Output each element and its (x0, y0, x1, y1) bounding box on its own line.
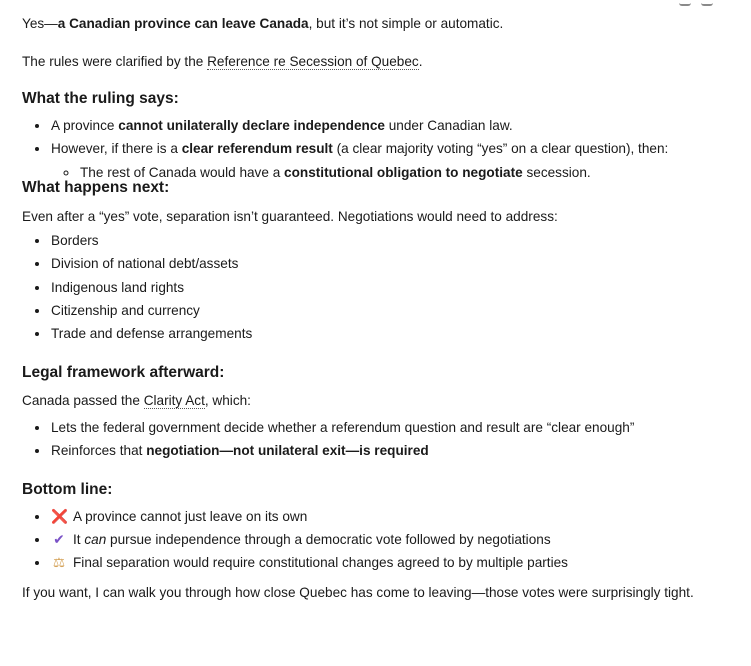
list-item: • Division of national debt/assets (50, 252, 722, 275)
text: Final separation would require constitutional changes agreed to by multiple parties (73, 555, 568, 571)
text: Reinforces that (51, 443, 147, 459)
check-mark-icon: ✔ (53, 531, 65, 548)
list-item: • Lets the federal government decide whether a referendum question and result are “clear enough” (50, 416, 722, 439)
intro-paragraph (22, 14, 722, 34)
list-item: • Citizenship and currency (50, 299, 722, 322)
chat-response (22, 14, 722, 604)
list-item: • Trade and defense arrangements (50, 322, 722, 345)
rules-pre: The rules were clarified by the (22, 54, 208, 69)
italic-text: can (84, 531, 107, 547)
list-item (50, 439, 722, 462)
next-intro: Even after a “yes” vote, separation isn’t guaranteed. Negotiations would need to address: (22, 208, 558, 224)
text: It (73, 531, 85, 547)
rules-paragraph (22, 52, 722, 72)
next-list (22, 229, 722, 346)
more-icon[interactable] (701, 0, 713, 6)
intro-yes: Yes— (22, 16, 58, 31)
text: secession. (522, 164, 591, 180)
bottom-heading: Bottom line: (22, 480, 113, 498)
text: (a clear majority voting “yes” on a clear question), then: (332, 141, 669, 157)
intro-rest: , but it’s not simple or automatic. (308, 16, 504, 31)
next-heading: What happens next: (22, 178, 170, 196)
copy-icon[interactable] (679, 0, 691, 6)
bold-text: constitutional obligation to negotiate (284, 164, 523, 180)
bottom-list (22, 505, 722, 575)
ruling-heading: What the ruling says: (22, 90, 179, 107)
text: A province cannot just leave on its own (73, 508, 308, 524)
text: Canada passed the (22, 392, 144, 408)
text: A province (51, 118, 119, 133)
list-item: • Borders (50, 229, 722, 252)
text: pursue independence through a democratic vote followed by negotiations (106, 531, 551, 547)
list-item (50, 114, 722, 137)
text: , which: (204, 392, 251, 408)
text: under Canadian law. (384, 118, 513, 133)
intro-bold: a Canadian province can leave Canada (57, 16, 309, 31)
closing-paragraph: If you want, I can walk you through how close Quebec has come to leaving—those votes were surprisingly tight. (22, 584, 694, 600)
ruling-list (22, 114, 722, 180)
top-toolbar (679, 0, 713, 6)
bold-text: cannot unilaterally declare independence (118, 118, 385, 133)
bold-text: clear referendum result (181, 141, 333, 157)
legal-heading: Legal framework afterward: (22, 363, 225, 381)
list-item (50, 505, 722, 528)
rules-post: . (418, 54, 423, 69)
balance-scale-icon: ⚖ (52, 555, 66, 572)
list-item (50, 551, 722, 574)
legal-list (22, 416, 722, 463)
list-item (50, 137, 722, 180)
legal-intro (22, 391, 722, 411)
secession-reference-link[interactable]: Reference re Secession of Quebec (207, 54, 419, 69)
clarity-act-link[interactable]: Clarity Act (143, 392, 205, 408)
list-item (50, 528, 722, 551)
text: However, if there is a (51, 141, 182, 157)
list-item: • Indigenous land rights (50, 276, 722, 299)
bold-text: negotiation—not unilateral exit—is required (146, 443, 429, 459)
text: The rest of Canada would have a (80, 164, 285, 180)
cross-mark-icon: ❌ (51, 508, 68, 525)
